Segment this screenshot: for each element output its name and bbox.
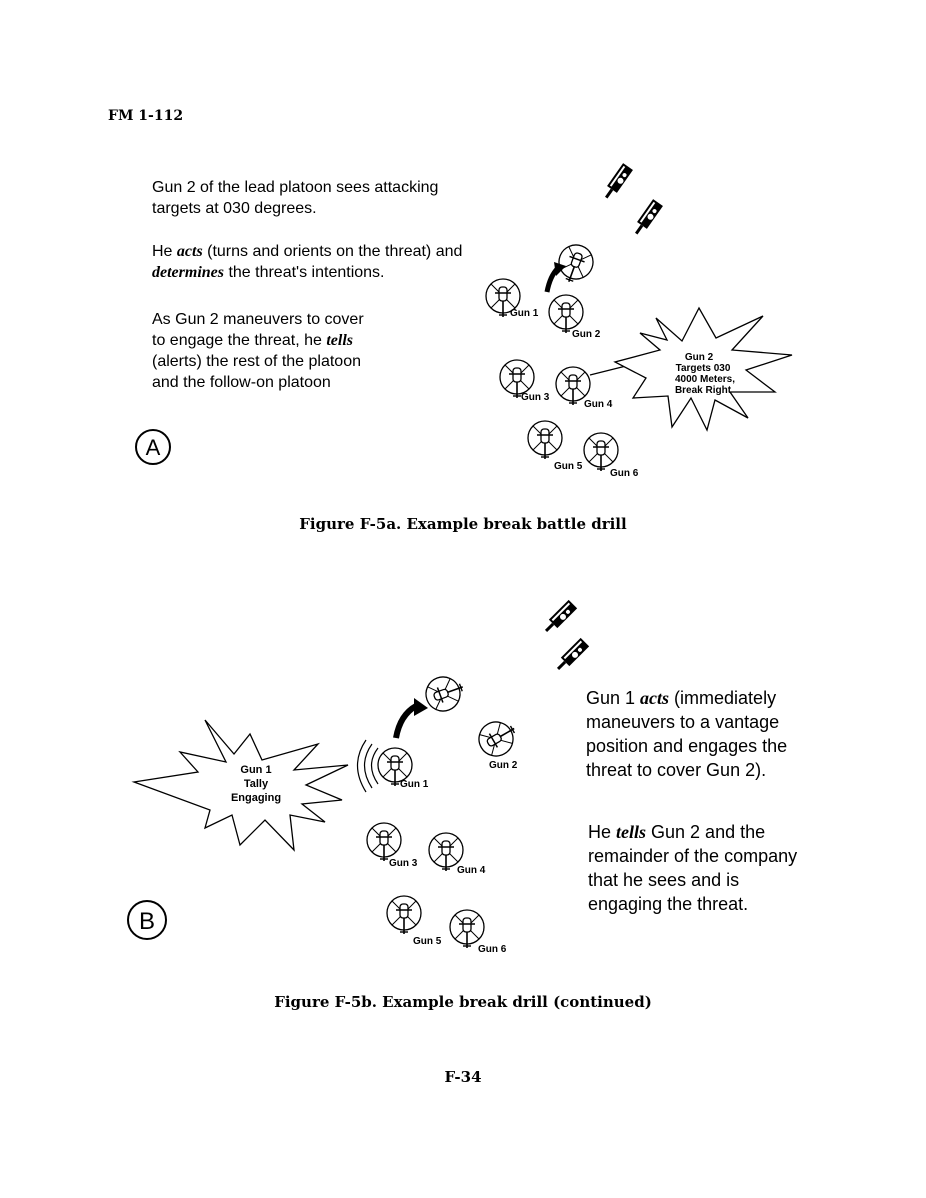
callout-line: Tally: [243, 778, 269, 790]
panel-b-marker-letter: B: [138, 908, 156, 935]
figure-caption-a: Figure F-5a. Example break battle drill: [299, 515, 627, 533]
text-run: the threat's intentions.: [224, 264, 385, 281]
callout-line: Gun 2: [684, 352, 714, 363]
text-run: As Gun 2 maneuvers to cover to engage the threat, he: [152, 311, 364, 349]
panel-b-marker: [128, 901, 166, 939]
helicopter-icon-gun-2: [473, 714, 523, 762]
helicopter-icon: [450, 910, 484, 948]
callout-line: 4000 Meters,: [674, 374, 736, 385]
helicopter-icon-gun-1-moved: [421, 671, 468, 716]
text-run: He: [152, 243, 177, 260]
text-run: Gun 1: [586, 688, 641, 708]
gun-label: Gun 4: [584, 399, 613, 410]
text-run: Gun 2 and the remainder of the company that he sees and is engaging the threat.: [588, 822, 798, 914]
gun-label: Gun 6: [478, 944, 507, 955]
callout-line: Break Right: [674, 385, 732, 396]
callout-line: Gun 1: [240, 764, 272, 776]
radio-call-burst: [134, 720, 348, 850]
callout-line: Targets 030: [675, 363, 731, 374]
emphasis-acts: acts: [176, 243, 203, 260]
gun-label: Gun 1: [510, 308, 539, 319]
helicopter-icon: [528, 421, 562, 459]
helicopter-icon: [549, 295, 583, 333]
enemy-tank-icon: [554, 638, 589, 673]
page-header: FM 1-112: [108, 108, 184, 124]
figure-caption-b: Figure F-5b. Example break drill (continued): [274, 993, 652, 1011]
gun-label: Gun 3: [389, 858, 418, 869]
gun-label: Gun 4: [457, 865, 486, 876]
helicopter-icon: [584, 433, 618, 471]
emphasis-tells: tells: [326, 332, 354, 349]
panel-a-marker-letter: A: [145, 435, 161, 460]
callout-line: Engaging: [230, 792, 282, 804]
enemy-tank-icon: [631, 199, 663, 237]
gun-label: Gun 1: [400, 779, 429, 790]
gun-label: Gun 5: [554, 461, 583, 472]
emphasis-acts: acts: [640, 688, 670, 708]
gun-label: Gun 6: [610, 468, 639, 479]
gun-label: Gun 5: [413, 936, 442, 947]
page-number: F-34: [444, 1068, 482, 1086]
enemy-tank-icon: [542, 600, 577, 635]
text-run: (alerts) the rest of the platoon and the follow-on platoon: [152, 353, 361, 391]
text-run: (turns and orients on the threat) and: [202, 243, 463, 260]
text-run: He: [588, 822, 617, 842]
turn-arrow-icon: [547, 262, 566, 292]
gun-label: Gun 2: [489, 760, 518, 771]
helicopter-icon: [387, 896, 421, 934]
panel-a-marker: [136, 430, 170, 464]
turn-arrow-icon: [396, 698, 428, 738]
emphasis-tells: tells: [616, 822, 647, 842]
enemy-tank-icon: [601, 163, 633, 201]
helicopter-icon: [367, 823, 401, 861]
emphasis-determines: determines: [152, 264, 224, 281]
motion-arcs-icon: [358, 740, 379, 792]
gun-label: Gun 2: [572, 329, 601, 340]
gun-label: Gun 3: [521, 392, 550, 403]
radio-call-burst: [590, 308, 792, 430]
panel-a-para-1-text: Gun 2 of the lead platoon sees attacking targets at 030 degrees.: [152, 179, 439, 217]
text-run: (immediately maneuvers to a vantage position and engages the threat to cover Gun 2).: [586, 688, 788, 780]
